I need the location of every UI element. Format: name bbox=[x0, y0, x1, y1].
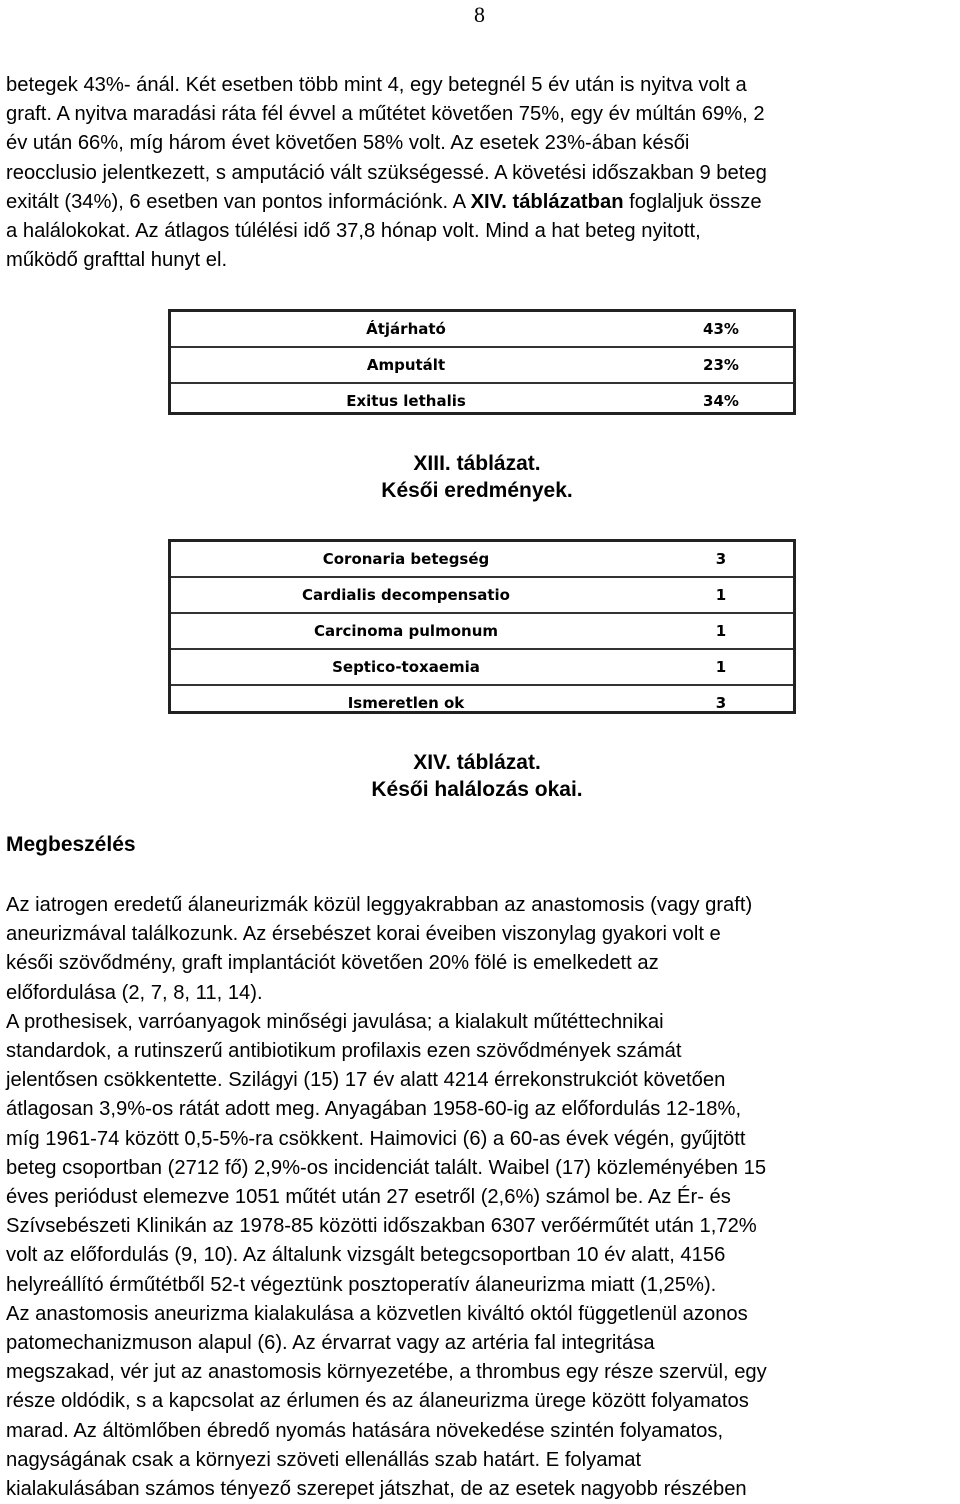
table-caption bbox=[0, 450, 957, 504]
text-line: Az iatrogen eredetű álaneurizmák közül leggyakrabban az anastomosis (vagy graft) bbox=[6, 894, 753, 916]
text-line: előfordulása (2, 7, 8, 11, 14). bbox=[6, 981, 263, 1004]
row-label: Exitus lethalis bbox=[346, 392, 466, 410]
text-line: míg 1961-74 között 0,5-5%-ra csökkent. Haimovici (6) a 60-as évek végén, gyűjtött bbox=[6, 1127, 746, 1150]
text-fragment: foglaljuk össze bbox=[623, 190, 762, 213]
text-line: graft. A nyitva maradási ráta fél évvel a műtétet követően 75%, egy év múltán 69%, 2 bbox=[6, 103, 765, 126]
table-row bbox=[171, 614, 793, 650]
row-label: Átjárható bbox=[366, 320, 446, 338]
text-line: betegek 43%- ánál. Két esetben több mint 4, egy betegnél 5 év után is nyitva volt a bbox=[6, 74, 747, 96]
text-fragment: exitált (34%), 6 esetben van pontos információnk. A bbox=[6, 190, 471, 213]
table-row bbox=[171, 542, 793, 578]
text-line: éves periódust elemezve 1051 műtét után 27 esetről (2,6%) számol be. Az Ér- és bbox=[6, 1186, 731, 1209]
table-row bbox=[171, 312, 793, 348]
text-line: megszakad, vér jut az anastomosis környezetébe, a thrombus egy része szervül, egy bbox=[6, 1361, 767, 1384]
text-line: aneurizmával találkozunk. Az érsebészet korai éveiben viszonylag gyakori volt e bbox=[6, 923, 721, 946]
caption-number: XIII. táblázat. bbox=[413, 452, 541, 475]
text-line: volt az előfordulás (9, 10). Az általunk vizsgált betegcsoportban 10 év alatt, 4156 bbox=[6, 1244, 726, 1267]
caption-number: XIV. táblázat. bbox=[413, 751, 541, 774]
text-line: kialakulásában számos tényező szerepet játszhat, de az esetek nagyobb részében bbox=[6, 1478, 747, 1501]
row-value: 34% bbox=[703, 392, 739, 410]
caption-title: Késői eredmények. bbox=[381, 479, 573, 502]
text-line: patomechanizmuson alapul (6). Az érvarrat vagy az artéria fal integritása bbox=[6, 1332, 655, 1355]
row-label: Coronaria betegség bbox=[322, 550, 490, 568]
page-number: 8 bbox=[474, 2, 485, 27]
text-line: standardok, a rutinszerű antibiotikum profilaxis ezen szövődmények számát bbox=[6, 1040, 682, 1063]
row-label: Septico-toxaemia bbox=[332, 658, 480, 676]
text-line: a halálokokat. Az átlagos túlélési idő 37,8 hónap volt. Mind a hat beteg nyitott, bbox=[6, 220, 701, 243]
row-value: 1 bbox=[715, 586, 727, 604]
text-line: év után 66%, míg három évet követően 58% volt. Az esetek 23%-ában késői bbox=[6, 132, 690, 155]
text-line: működő grafttal hunyt el. bbox=[6, 249, 228, 272]
text-line: beteg csoportban (2712 fő) 2,9%-os incidenciát talált. Waibel (17) közleményében 15 bbox=[6, 1156, 767, 1179]
table-row bbox=[171, 686, 793, 720]
row-value: 23% bbox=[703, 356, 739, 374]
table-row bbox=[171, 578, 793, 614]
table-row bbox=[171, 384, 793, 418]
text-line: marad. Az áltömlőben ébredő nyomás hatására növekedése szintén folyamatos, bbox=[6, 1419, 724, 1442]
intro-paragraph bbox=[6, 71, 956, 275]
table-caption bbox=[0, 749, 957, 803]
text-line: nagyságának csak a környezi szöveti ellenállás szab határt. E folyamat bbox=[6, 1448, 642, 1471]
row-value: 1 bbox=[715, 622, 727, 640]
late-results-table bbox=[168, 309, 796, 415]
text-line: reocclusio jelentkezett, s amputáció vált szükségessé. A követési időszakban 9 beteg bbox=[6, 161, 767, 184]
text-line: helyreállító érműtétből 52-t végeztünk posztoperatív álaneurizma miatt (1,25%). bbox=[6, 1273, 717, 1296]
text-line-with-reference bbox=[6, 188, 956, 217]
text-line: A prothesisek, varróanyagok minőségi javulása; a kialakult műtéttechnikai bbox=[6, 1010, 664, 1033]
table-row bbox=[171, 650, 793, 686]
row-label: Ismeretlen ok bbox=[347, 694, 465, 712]
discussion-paragraph bbox=[6, 891, 956, 1504]
table-row bbox=[171, 348, 793, 384]
row-value: 3 bbox=[715, 694, 727, 712]
table-reference: XIV. táblázatban bbox=[470, 190, 624, 213]
text-line: késői szövődmény, graft implantációt követően 20% fölé is emelkedett az bbox=[6, 952, 659, 975]
text-line: jelentősen csökkentette. Szilágyi (15) 17 év alatt 4214 érrekonstrukciót követően bbox=[6, 1069, 726, 1092]
row-label: Cardialis decompensatio bbox=[302, 586, 510, 604]
row-value: 3 bbox=[715, 550, 727, 568]
row-value: 1 bbox=[715, 658, 727, 676]
text-line: Az anastomosis aneurizma kialakulása a közvetlen kiváltó októl függetlenül azonos bbox=[6, 1302, 748, 1325]
row-value: 43% bbox=[703, 320, 739, 338]
text-line: része oldódik, s a kapcsolat az érlumen és az álaneurizma ürege között folyamatos bbox=[6, 1390, 749, 1413]
section-heading: Megbeszélés bbox=[6, 833, 136, 856]
caption-title: Késői halálozás okai. bbox=[371, 778, 583, 801]
late-mortality-causes-table bbox=[168, 539, 796, 714]
text-line: Szívsebészeti Klinikán az 1978-85 közötti időszakban 6307 verőérműtét után 1,72% bbox=[6, 1215, 757, 1238]
row-label: Amputált bbox=[366, 356, 446, 374]
row-label: Carcinoma pulmonum bbox=[314, 622, 498, 640]
text-line: átlagosan 3,9%-os rátát adott meg. Anyagában 1958-60-ig az előfordulás 12-18%, bbox=[6, 1098, 742, 1121]
